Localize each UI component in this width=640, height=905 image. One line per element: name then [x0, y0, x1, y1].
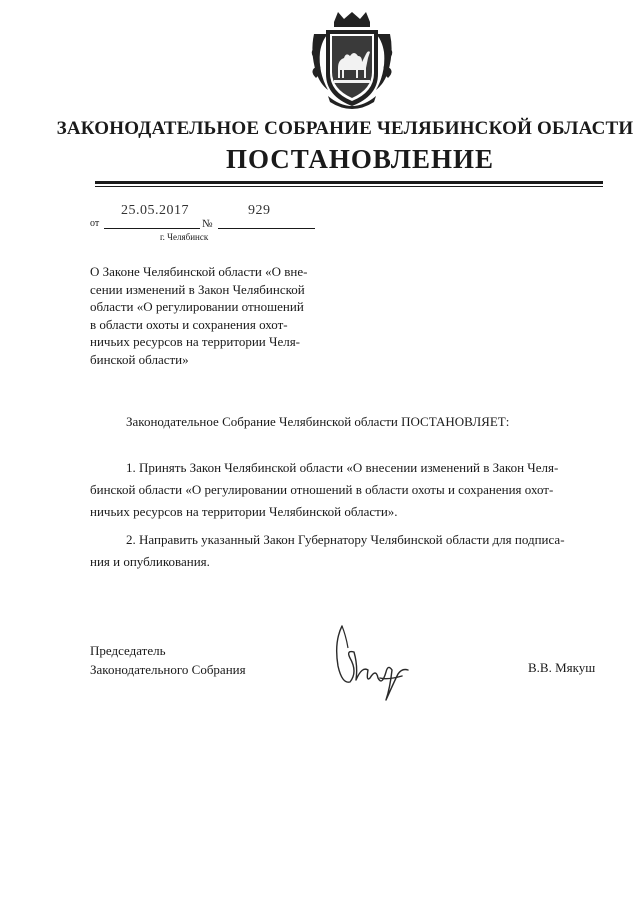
decree-statement: Законодательное Собрание Челябинской области ПОСТАНОВЛЯЕТ:: [126, 414, 510, 429]
item-line: ния и опубликования.: [90, 554, 210, 569]
number-value: 929: [248, 203, 271, 218]
number-line: [218, 228, 315, 229]
subject-line: О Законе Челябинской области «О вне-: [90, 264, 308, 279]
item-line: бинской области «О регулировании отношений в области охоты и сохранения охот-: [90, 482, 554, 497]
place-label: г. Челябинск: [160, 232, 209, 242]
item-line: 2. Направить указанный Закон Губернатору Челябинской области для подписа-: [126, 532, 565, 547]
document-type-title: ПОСТАНОВЛЕНИЕ: [225, 144, 495, 174]
subject-line: ничьих ресурсов на территории Челя-: [90, 334, 301, 350]
date-line: [104, 228, 200, 229]
header-rule-thick: [95, 181, 603, 184]
document-subject: [90, 263, 336, 369]
subject-line: бинской области»: [90, 351, 189, 367]
decree-item-2: [90, 529, 600, 573]
date-prefix: от: [90, 218, 100, 229]
signatory-position: [90, 641, 246, 679]
subject-line: в области охоты и сохранения охот-: [90, 316, 288, 332]
handwritten-signature: [328, 622, 418, 704]
number-prefix: №: [202, 218, 213, 230]
decree-item-1: [90, 457, 600, 523]
subject-line: сении изменений в Закон Челябинской: [90, 281, 305, 297]
item-line: 1. Принять Закон Челябинской области «О внесении изменений в Закон Челя-: [126, 460, 559, 475]
subject-line: области «О регулировании отношений: [90, 299, 304, 315]
signatory-position-line: Законодательного Собрания: [90, 662, 246, 677]
organization-title: ЗАКОНОДАТЕЛЬНОЕ СОБРАНИЕ ЧЕЛЯБИНСКОЙ ОБЛАСТИ: [56, 118, 634, 139]
coat-of-arms-emblem: [308, 12, 396, 116]
date-value: 25.05.2017: [121, 203, 189, 218]
signatory-name: В.В. Мякуш: [528, 660, 596, 675]
item-line: ничьих ресурсов на территории Челябинской области».: [90, 504, 398, 519]
header-rule-thin: [95, 186, 603, 187]
signatory-position-line: Председатель: [90, 643, 166, 658]
